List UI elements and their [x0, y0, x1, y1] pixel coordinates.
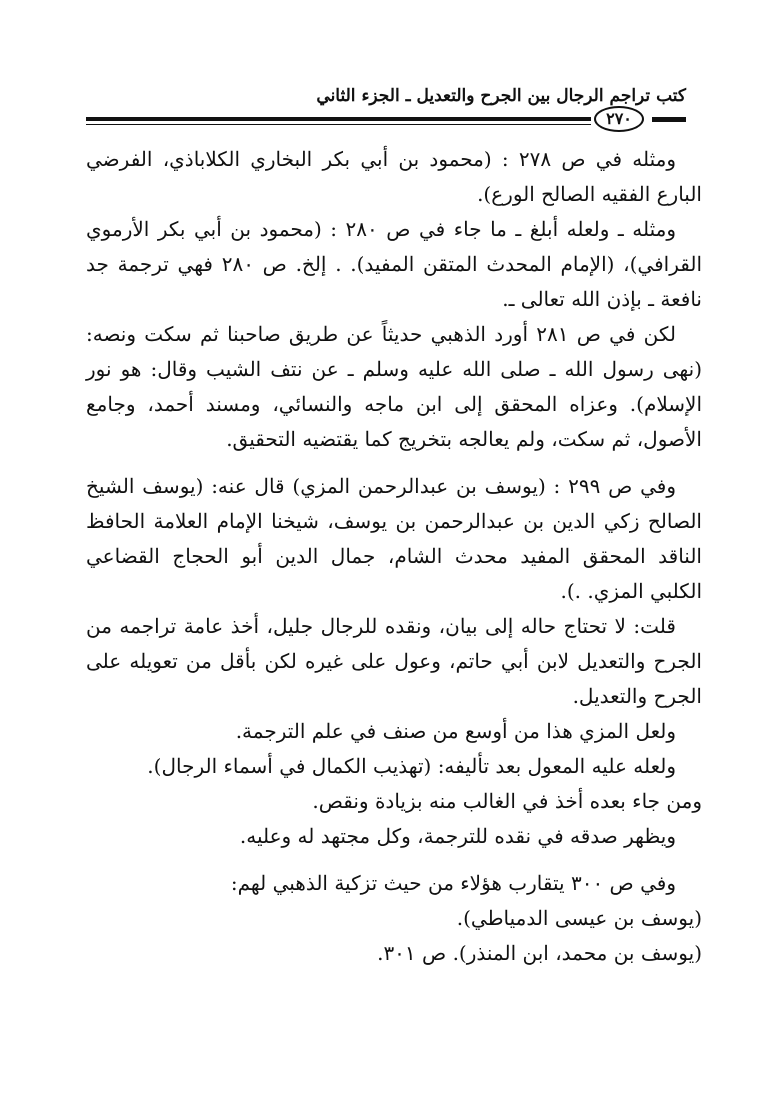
paragraph: قلت: لا تحتاج حاله إلى بيان، ونقده للرجال جليل، أخذ عامة تراجمه من الجرح والتعديل لابن أبي حاتم، وعول على غيره لكن بأقل من تعويله على الجرح والتعديل.: [86, 614, 702, 708]
page-number: ٢٧٠: [594, 106, 644, 132]
paragraph: ومثله في ص ٢٧٨ : (محمود بن أبي بكر البخاري الكلاباذي، الفرضي البارع الفقيه الصالح الورع).: [86, 147, 702, 206]
paragraph: ويظهر صدقه في نقده للترجمة، وكل مجتهد له وعليه.: [239, 824, 676, 848]
paragraph: ومثله ـ ولعله أبلغ ـ ما جاء في ص ٢٨٠ : (محمود بن أبي بكر الأرموي القرافي)، (الإمام المحدث المتقن المفيد). . إلخ. ص ٢٨٠ فهي ترجمة جد نافعة ـ بإذن الله تعالى ـ.: [86, 217, 702, 311]
page-header: [86, 80, 686, 140]
paragraph: ولعله عليه المعول بعد تأليفه: (تهذيب الكمال في أسماء الرجال).: [147, 754, 676, 778]
paragraph: ولعل المزي هذا من أوسع من صنف في علم الترجمة.: [235, 719, 676, 743]
paragraph: لكن في ص ٢٨١ أورد الذهبي حديثاً عن طريق صاحبنا ثم سكت ونصه: (نهى رسول الله ـ صلى الله عليه وسلم ـ عن نتف الشيب وقال: هو نور الإسلام). وعزاه المحقق إلى ابن ماجه والنسائي، ومسند أحمد، وجامع الأصول، ثم سكت، ولم يعالجه بتخريج كما يقتضيه التحقيق.: [86, 322, 702, 451]
running-title: كتب تراجم الرجال بين الجرح والتعديل ـ الجزء الثاني: [316, 86, 686, 106]
header-rule-thin: [86, 124, 591, 125]
header-dash: [652, 117, 686, 122]
header-rule: [86, 117, 591, 121]
paragraph: وفي ص ٣٠٠ يتقارب هؤلاء من حيث تزكية الذهبي لهم:: [230, 871, 676, 895]
paragraph: (يوسف بن عيسى الدمياطي).: [456, 906, 702, 930]
body-text: [86, 142, 702, 971]
paragraph: ومن جاء بعده أخذ في الغالب منه بزيادة ونقص.: [312, 789, 702, 813]
paragraph: (يوسف بن محمد، ابن المنذر). ص ٣٠١.: [377, 941, 702, 965]
paragraph: وفي ص ٢٩٩ : (يوسف بن عبدالرحمن المزي) قال عنه: (يوسف الشيخ الصالح زكي الدين بن عبدالرحمن بن يوسف، شيخنا الإمام العلامة الحافظ الناقد المحقق المفيد محدث الشام، جمال الدين أبو الحجاج القضاعي الكلبي المزي. .).: [86, 474, 702, 603]
